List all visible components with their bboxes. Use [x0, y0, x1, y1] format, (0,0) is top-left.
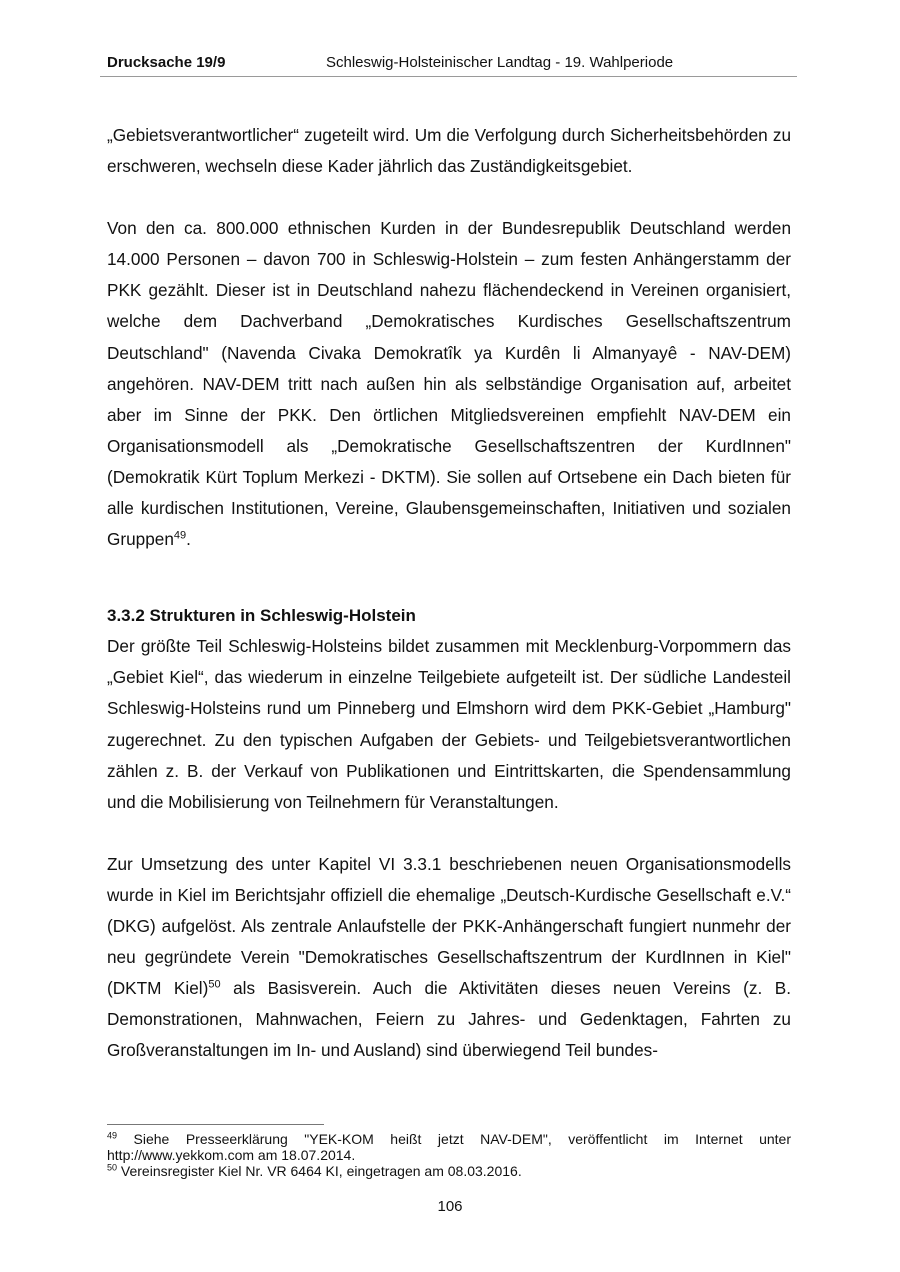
paragraph-3: Der größte Teil Schleswig-Holsteins bildet zusammen mit Mecklenburg-Vorpommern das „Gebiet Kiel“, das wiederum in einzelne Teilgebiete aufgeteilt ist. Der südliche Landesteil Schleswig-Holsteins rund um Pinneberg und Elmshorn wird dem PKK-Gebiet „Hamburg" zugerechnet. Zu den typischen Aufgaben der Gebiets- und Teilgebietsverantwortlichen zählen z. B. der Verkauf von Publikationen und Eintrittskarten, die Spendensammlung und die Mobilisierung von Teilnehmern für Veranstaltungen. [107, 636, 791, 812]
page-number: 106 [437, 1198, 463, 1215]
paragraph-2-text: Von den ca. 800.000 ethnischen Kurden in der Bundesrepublik Deutschland werden 14.000 Personen – davon 700 in Schleswig-Holstein – zum festen Anhängerstamm der PKK gezählt. Dieser ist in Deutschland nahezu flächendeckend in Vereinen organisiert, welche dem Dachverband „Demokratisches Kurdisches Gesellschaftszentrum Deutschland" (Navenda Civaka Demokratîk ya Kurdên li Almanyayê - NAV-DEM) angehören. NAV-DEM tritt nach außen hin als selbständige Organisation auf, arbeitet aber im Sinne der PKK. Den örtlichen Mitgliedsvereinen empfiehlt NAV-DEM ein Organisationsmodell als „Demokratische Gesellschaftszentren der KurdInnen" (Demokratik Kürt Toplum Merkezi - DKTM). Sie sollen auf Ortsebene ein Dach bieten für alle kurdischen Institutionen, Vereine, Glaubensgemeinschaften, Initiativen und sozialen Gruppen [107, 218, 791, 550]
paragraph-4 [107, 849, 791, 1067]
footnote-separator [107, 1124, 324, 1125]
paragraph-4-text-b: als Basisverein. Auch die Aktivitäten dieses neuen Vereins (z. B. Demonstrationen, Mahnwachen, Feiern zu Jahres- und Gedenktagen, Fahrten zu Großveranstaltungen im In- und Ausland) sind überwiegend Teil bundes- [107, 978, 792, 1061]
footnotes [107, 1131, 791, 1179]
section-heading: 3.3.2 Strukturen in Schleswig-Holstein [107, 606, 416, 626]
footnote-text: Vereinsregister Kiel Nr. VR 6464 KI, eingetragen am 08.03.2016. [117, 1163, 522, 1179]
page-header [100, 50, 797, 77]
paragraph-2-end: . [186, 529, 191, 550]
footnote-number: 49 [107, 1130, 118, 1141]
footnote-49 [107, 1131, 791, 1163]
footnote-text: Siehe Presseerklärung "YEK-KOM heißt jetzt NAV-DEM", veröffentlicht im Internet unter http://www.yekkom.com am 18.07.2014. [107, 1131, 791, 1163]
footnote-50 [107, 1163, 791, 1179]
paragraph-1: „Gebietsverantwortlicher“ zugeteilt wird. Um die Verfolgung durch Sicherheitsbehörden zu erschweren, wechseln diese Kader jährlich das Zuständigkeitsgebiet. [107, 125, 791, 177]
footnote-ref-50: 50 [208, 978, 221, 991]
footnote-number: 50 [107, 1162, 118, 1173]
paragraph-4-text-a: Zur Umsetzung des unter Kapitel VI 3.3.1 beschriebenen neuen Organisationsmodells wurde in Kiel im Berichtsjahr offiziell die ehemalige „Deutsch-Kurdische Gesellschaft e.V.“ (DKG) aufgelöst. Als zentrale Anlaufstelle der PKK-Anhängerschaft fungiert nunmehr der neu gegründete Verein "Demokratisches Gesellschaftszentrum der KurdInnen in Kiel" (DKTM Kiel) [107, 853, 791, 999]
paragraph-2 [107, 213, 791, 555]
document-number: Drucksache 19/9 [107, 54, 226, 71]
footnote-ref-49: 49 [173, 529, 187, 542]
header-title: Schleswig-Holsteinischer Landtag - 19. Wahlperiode [326, 54, 674, 71]
main-text [107, 120, 791, 1066]
